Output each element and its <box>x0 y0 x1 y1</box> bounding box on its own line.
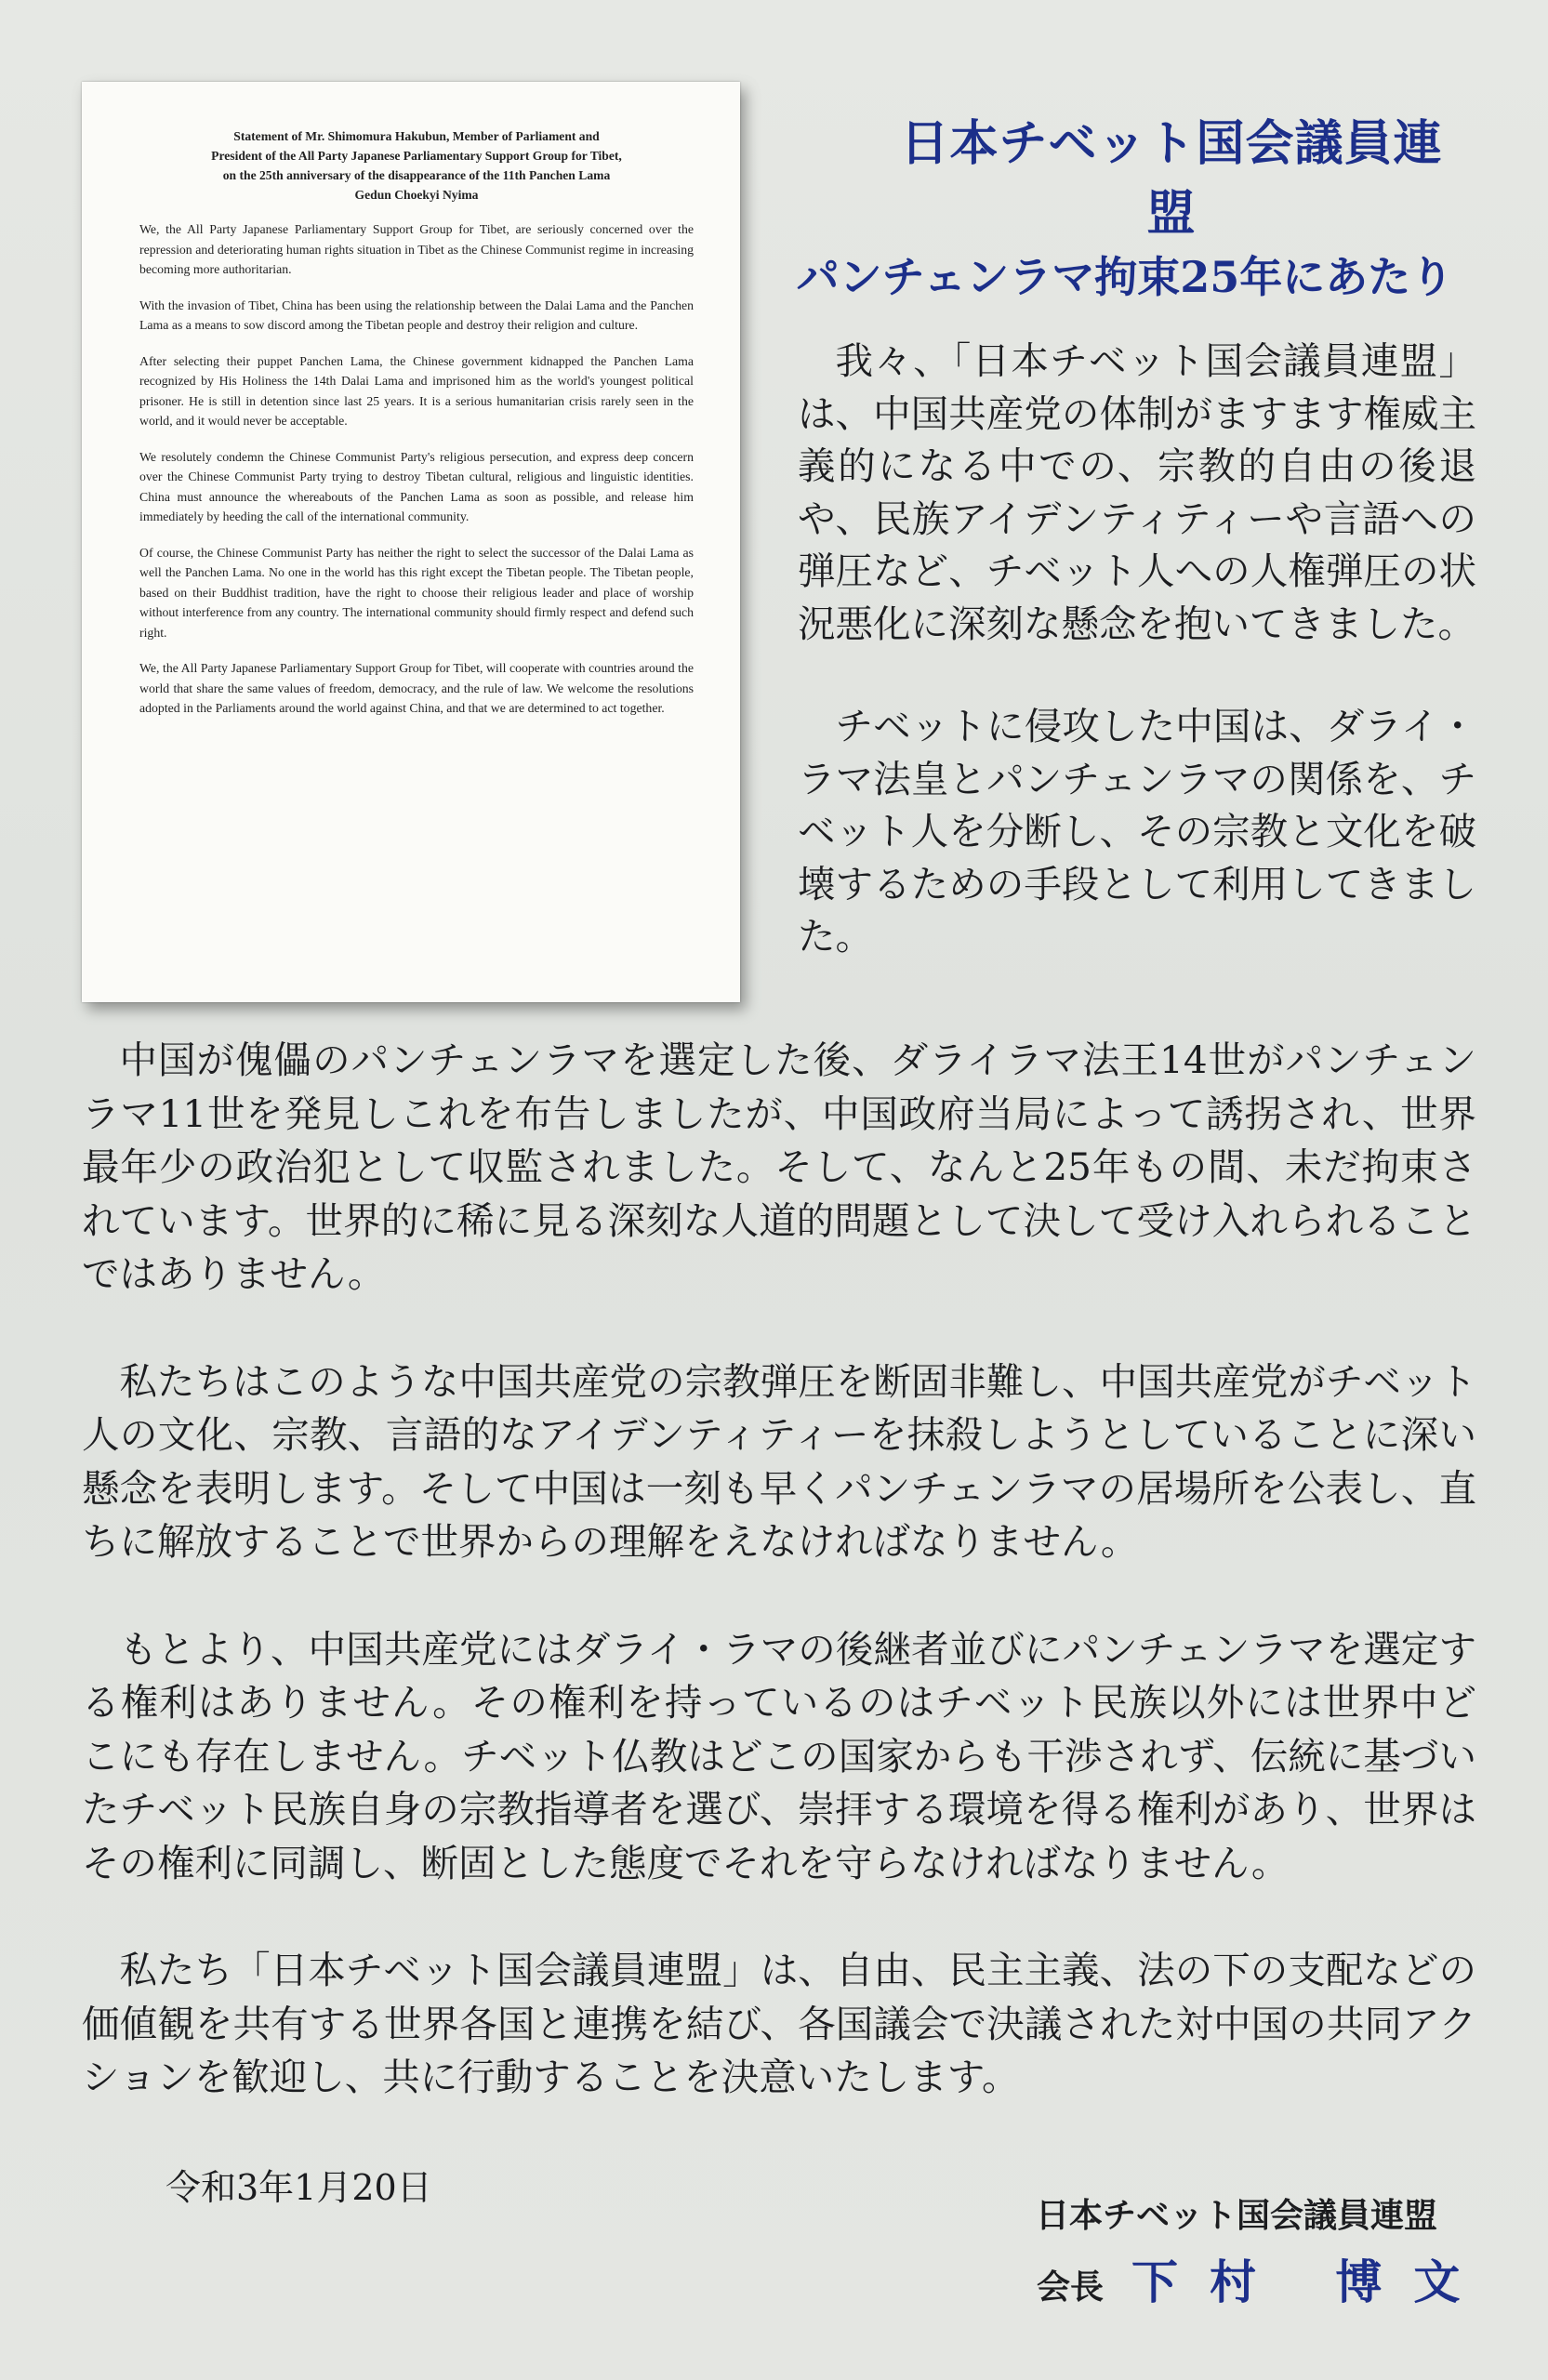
signature-organization: 日本チベット国会議員連盟 <box>1035 2197 1437 2235</box>
english-statement-card <box>82 82 740 1002</box>
signature-line <box>1037 2245 1491 2312</box>
statement-paragraph: We resolutely condemn the Chinese Communist Party's religious persecution, and express deep concern over the Chinese Communist Party trying to destroy Tibetan cultural, religious and linguistic identities. China must announce the whereabouts of the Panchen Lama as soon as possible, and release him immediately by heeding the call of the international community. <box>139 449 694 523</box>
signature-name: 下村 博文 <box>1131 2254 1492 2309</box>
statement-paragraph: Of course, the Chinese Communist Party has neither the right to select the successor of the Dalai Lama as well the Panchen Lama. No one in the world has this right except the Tibetan people. The Tibetan people, based on their Buddhist tradition, have the right to choose their religious leader and place of worship without interference from any country. The international community should firmly respect and defend such right. <box>139 545 694 640</box>
signature-role: 会長 <box>1037 2268 1105 2307</box>
body-paragraph: 私たちはこのような中国共産党の宗教弾圧を断固非難し、中国共産党がチベット人の文化、宗教、言語的なアイデンティティーを抹殺しようとしていることに深い懸念を表明します。そして中国は一刻も早くパンチェンラマの居場所を公表し、直ちに解放することで世界からの理解をえなければなりません。 <box>82 1358 1476 1564</box>
body-paragraph: 中国が傀儡のパンチェンラマを選定した後、ダライラマ法王14世がパンチェンラマ11世を発見しこれを布告しましたが、中国政府当局によって誘拐され、世界最年少の政治犯として収監されました。そして、なんと25年もの間、未だ拘束されています。世界的に稀に見る深刻な人道的問題として決して受け入れられることではありません。 <box>82 1038 1476 1296</box>
body-paragraph: もとより、中国共産党にはダライ・ラマの後継者並びにパンチェンラマを選定する権利はありません。その権利を持っているのはチベット民族以外には世界中どこにも存在しません。チベット仏教はどこの国家からも干渉されず、伝統に基づいたチベット民族自身の宗教指導者を選び、崇拝する環境を得る権利があり、世界はその権利に同調し、断固とした態度でそれを守らなければなりません。 <box>82 1626 1476 1885</box>
org-title: 日本チベット国会議員連盟 <box>900 116 1443 242</box>
statement-title-line: President of the All Party Japanese Parliamentary Support Group for Tibet, <box>211 149 622 163</box>
statement-paragraph: We, the All Party Japanese Parliamentary Support Group for Tibet, will cooperate with countries around the world that share the same values of freedom, democracy, and the rule of law. We welcome the resolutions adopted in the Parliaments around the world against China, and that we are determined to act together. <box>139 661 694 715</box>
body-paragraph: チベットに侵攻した中国は、ダライ・ラマ法皇とパンチェンラマの関係を、チベット人を分断し、その宗教と文化を破壊するための手段として利用してきました。 <box>798 704 1476 959</box>
full-width-text <box>82 1034 1476 2159</box>
statement-paragraph: We, the All Party Japanese Parliamentary Support Group for Tibet, are seriously concerned over the repression and deteriorating human rights situation in Tibet as the Chinese Communist regime in increasing becoming more authoritarian. <box>139 222 694 276</box>
statement-paragraph: After selecting their puppet Panchen Lama, the Chinese government kidnapped the Panchen Lama recognized by His Holiness the 14th Dalai Lama and imprisoned him as the world's youngest political prisoner. He is still in detention since last 25 years. It is a serious humanitarian crisis rarely seen in the world, and it would never be acceptable. <box>139 353 694 428</box>
body-paragraph: 私たち「日本チベット国会議員連盟」は、自由、民主主義、法の下の支配などの価値観を共有する世界各国と連携を結び、各国議会で決議された対中国の共同アクションを歓迎し、共に行動することを決意いたします。 <box>82 1948 1476 2099</box>
statement-title-line: on the 25th anniversary of the disappearance of the 11th Panchen Lama <box>222 168 611 182</box>
right-column-text <box>798 335 1476 1013</box>
statement-paragraph: With the invasion of Tibet, China has been using the relationship between the Dalai Lama and the Panchen Lama as a means to sow discord among the Tibetan people and destroy their religion and culture. <box>139 298 694 332</box>
statement-title <box>139 126 694 205</box>
body-paragraph: 我々、「日本チベット国会議員連盟」は、中国共産党の体制がますます権威主義的になる中での、宗教的自由の後退や、民族アイデンティティーや言語への弾圧など、チベット人への人権弾圧の状況悪化に深刻な懸念を抱いてきました。 <box>798 338 1476 646</box>
page-subtitle: パンチェンラマ拘束25年にあたり <box>796 252 1454 302</box>
statement-title-line: Gedun Choekyi Nyima <box>354 188 479 202</box>
statement-title-line: Statement of Mr. Shimomura Hakubun, Member of Parliament and <box>233 129 600 143</box>
document-date: 令和3年1月20日 <box>165 2167 432 2208</box>
